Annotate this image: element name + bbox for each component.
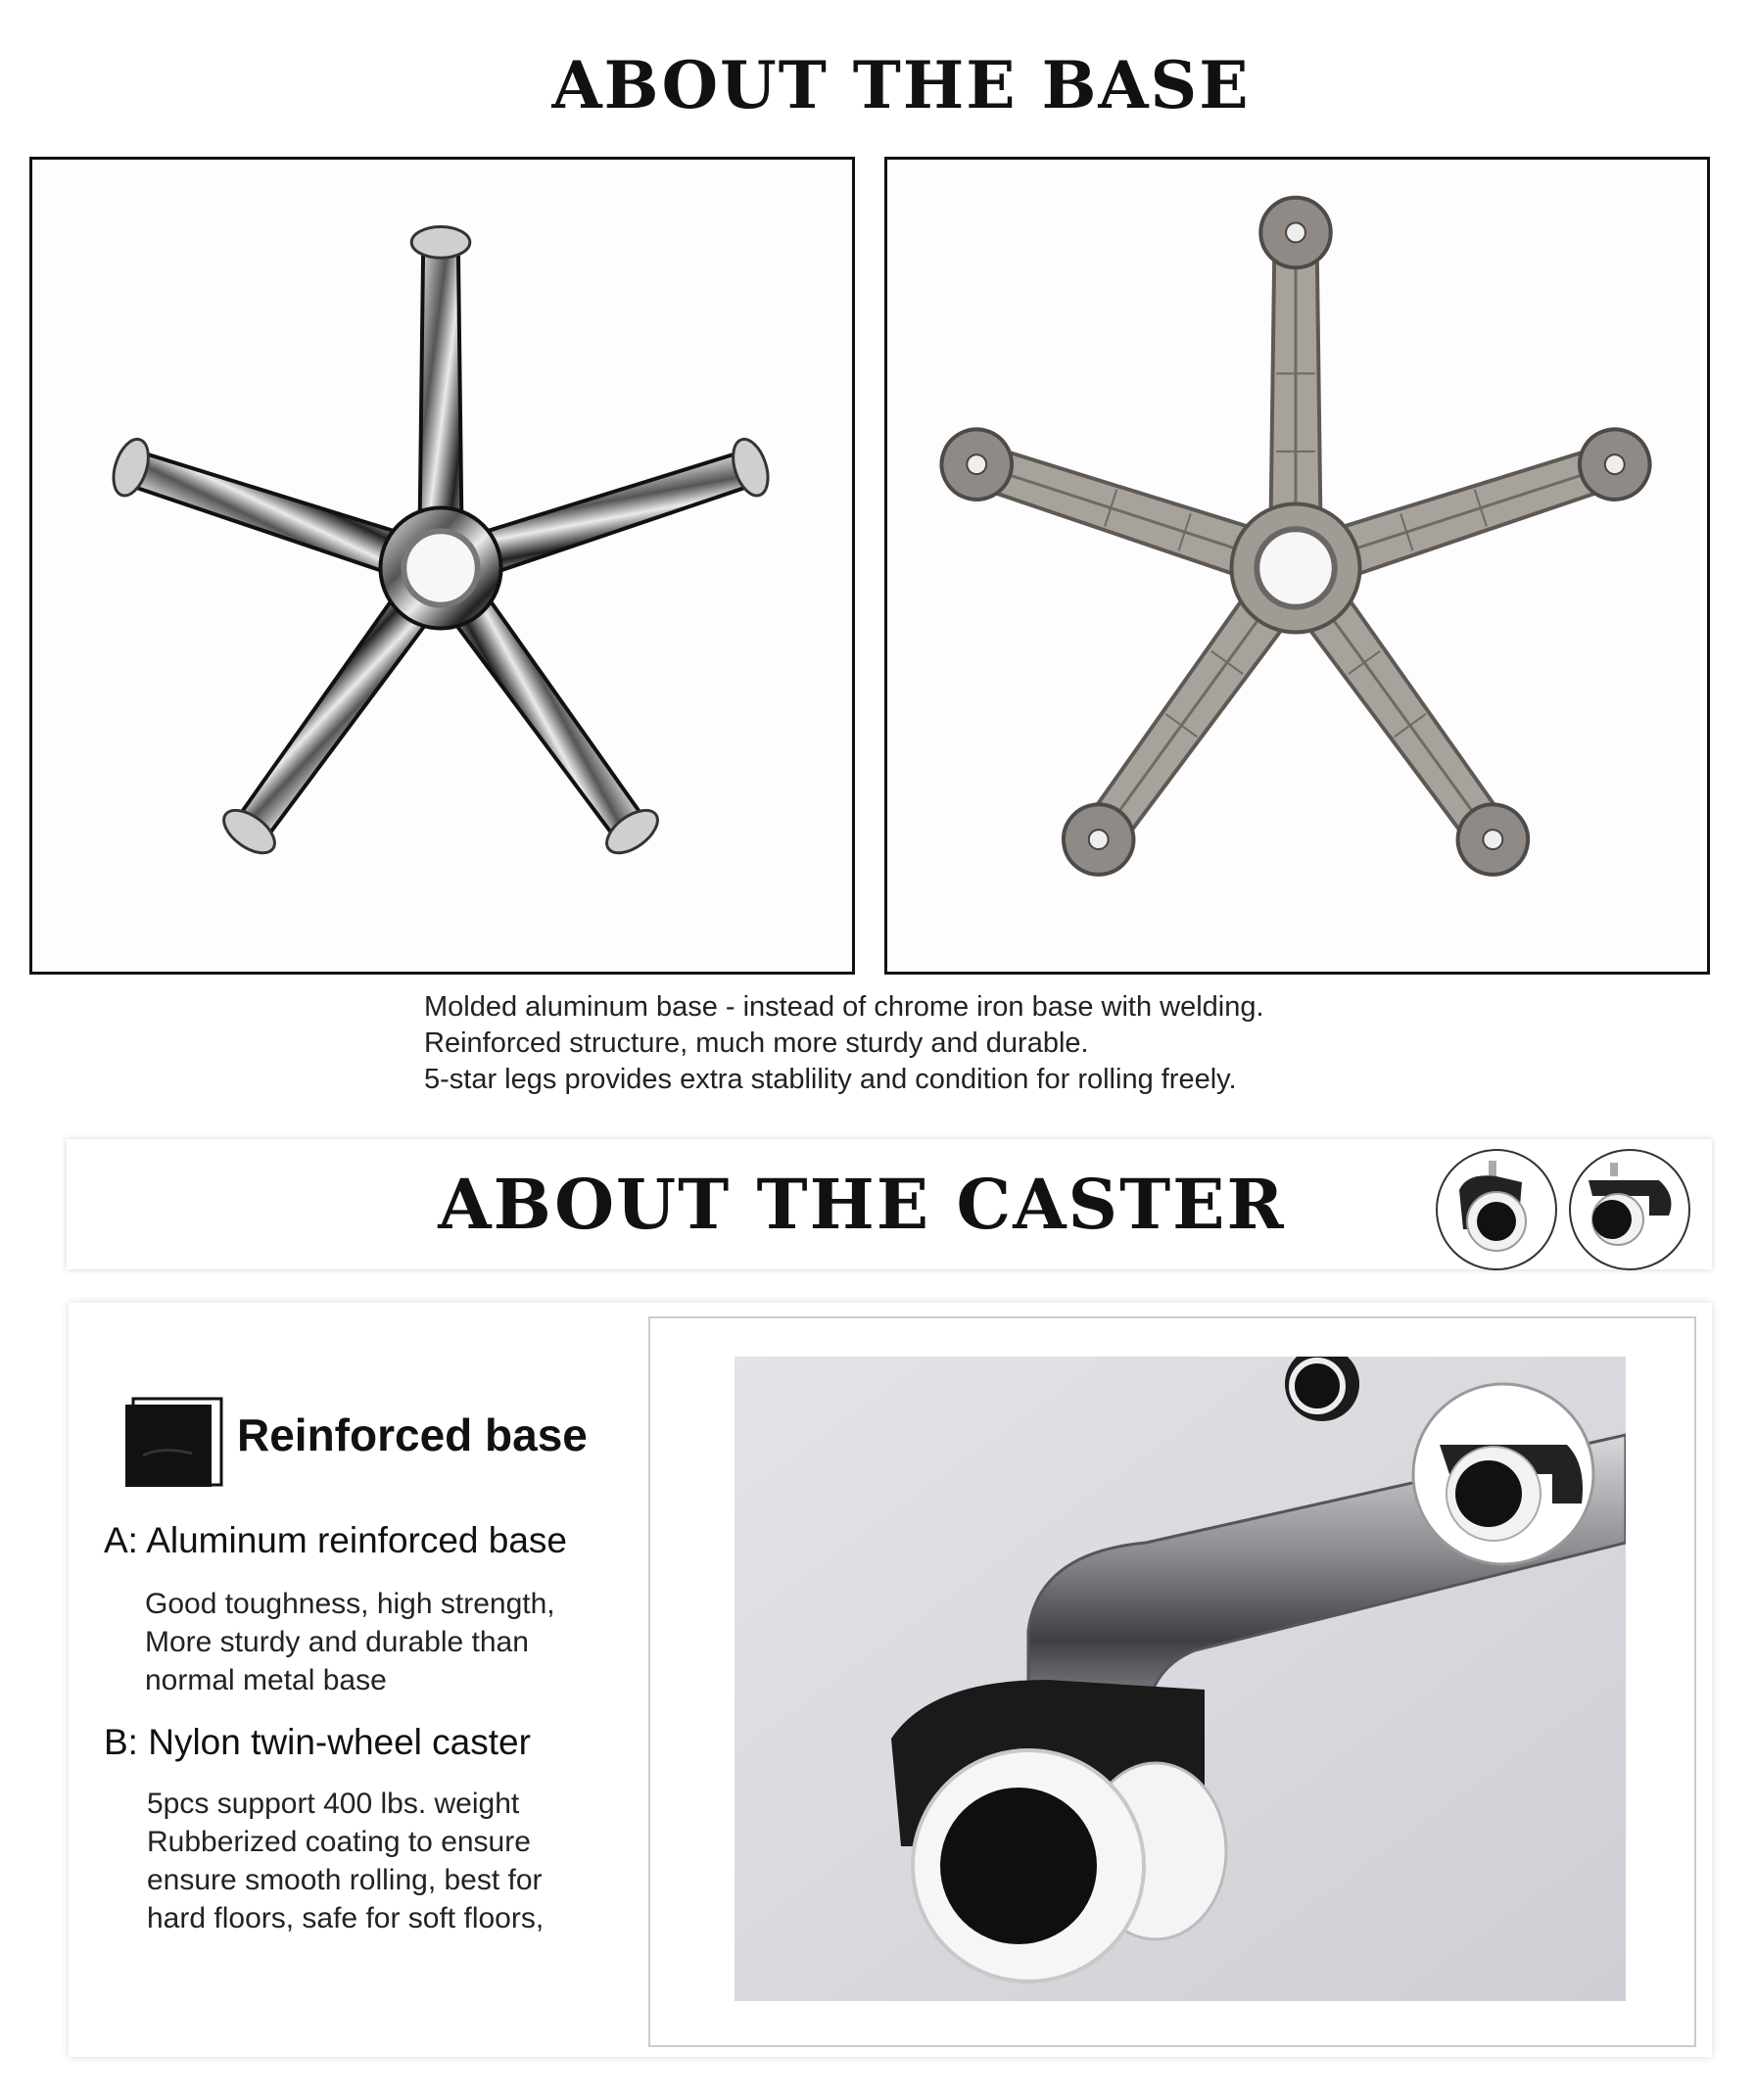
- item-b-line: Rubberized coating to ensure: [147, 1826, 531, 1858]
- item-b-line: 5pcs support 400 lbs. weight: [147, 1788, 520, 1820]
- aluminum-star-base-image: [887, 160, 1707, 972]
- reinforced-base-icon: [123, 1397, 223, 1489]
- item-a-line: normal metal base: [145, 1664, 387, 1696]
- aluminum-base-photo: [884, 157, 1710, 975]
- base-description-line: Reinforced structure, much more sturdy and durable.: [424, 1027, 1089, 1059]
- base-description: [424, 989, 1501, 1098]
- chrome-base-photo: [29, 157, 855, 975]
- item-a-line: More sturdy and durable than: [145, 1626, 529, 1658]
- caster-photo-image: [735, 1357, 1626, 2001]
- item-b-line: ensure smooth rolling, best for: [147, 1864, 543, 1896]
- caster-section-title: ABOUT THE CASTER: [438, 1164, 1286, 1245]
- feature-heading: Reinforced base: [237, 1409, 588, 1460]
- caster-photo: [735, 1357, 1626, 2001]
- chrome-star-base-image: [32, 160, 852, 972]
- base-description-line: Molded aluminum base - instead of chrome iron base with welding.: [424, 991, 1264, 1023]
- item-a-details: [145, 1585, 555, 1699]
- item-b-details: [147, 1785, 544, 1937]
- caster-thumbnail-icon: [1569, 1149, 1690, 1270]
- item-b-line: hard floors, safe for soft floors,: [147, 1902, 545, 1934]
- item-b-title: B: Nylon twin-wheel caster: [104, 1722, 531, 1762]
- base-section-title: ABOUT THE BASE: [551, 47, 1251, 123]
- item-a-line: Good toughness, high strength,: [145, 1588, 555, 1620]
- caster-thumbnail-icon: [1436, 1149, 1557, 1270]
- base-description-line: 5-star legs provides extra stablility and condition for rolling freely.: [424, 1064, 1237, 1095]
- item-a-title: A: Aluminum reinforced base: [104, 1520, 568, 1560]
